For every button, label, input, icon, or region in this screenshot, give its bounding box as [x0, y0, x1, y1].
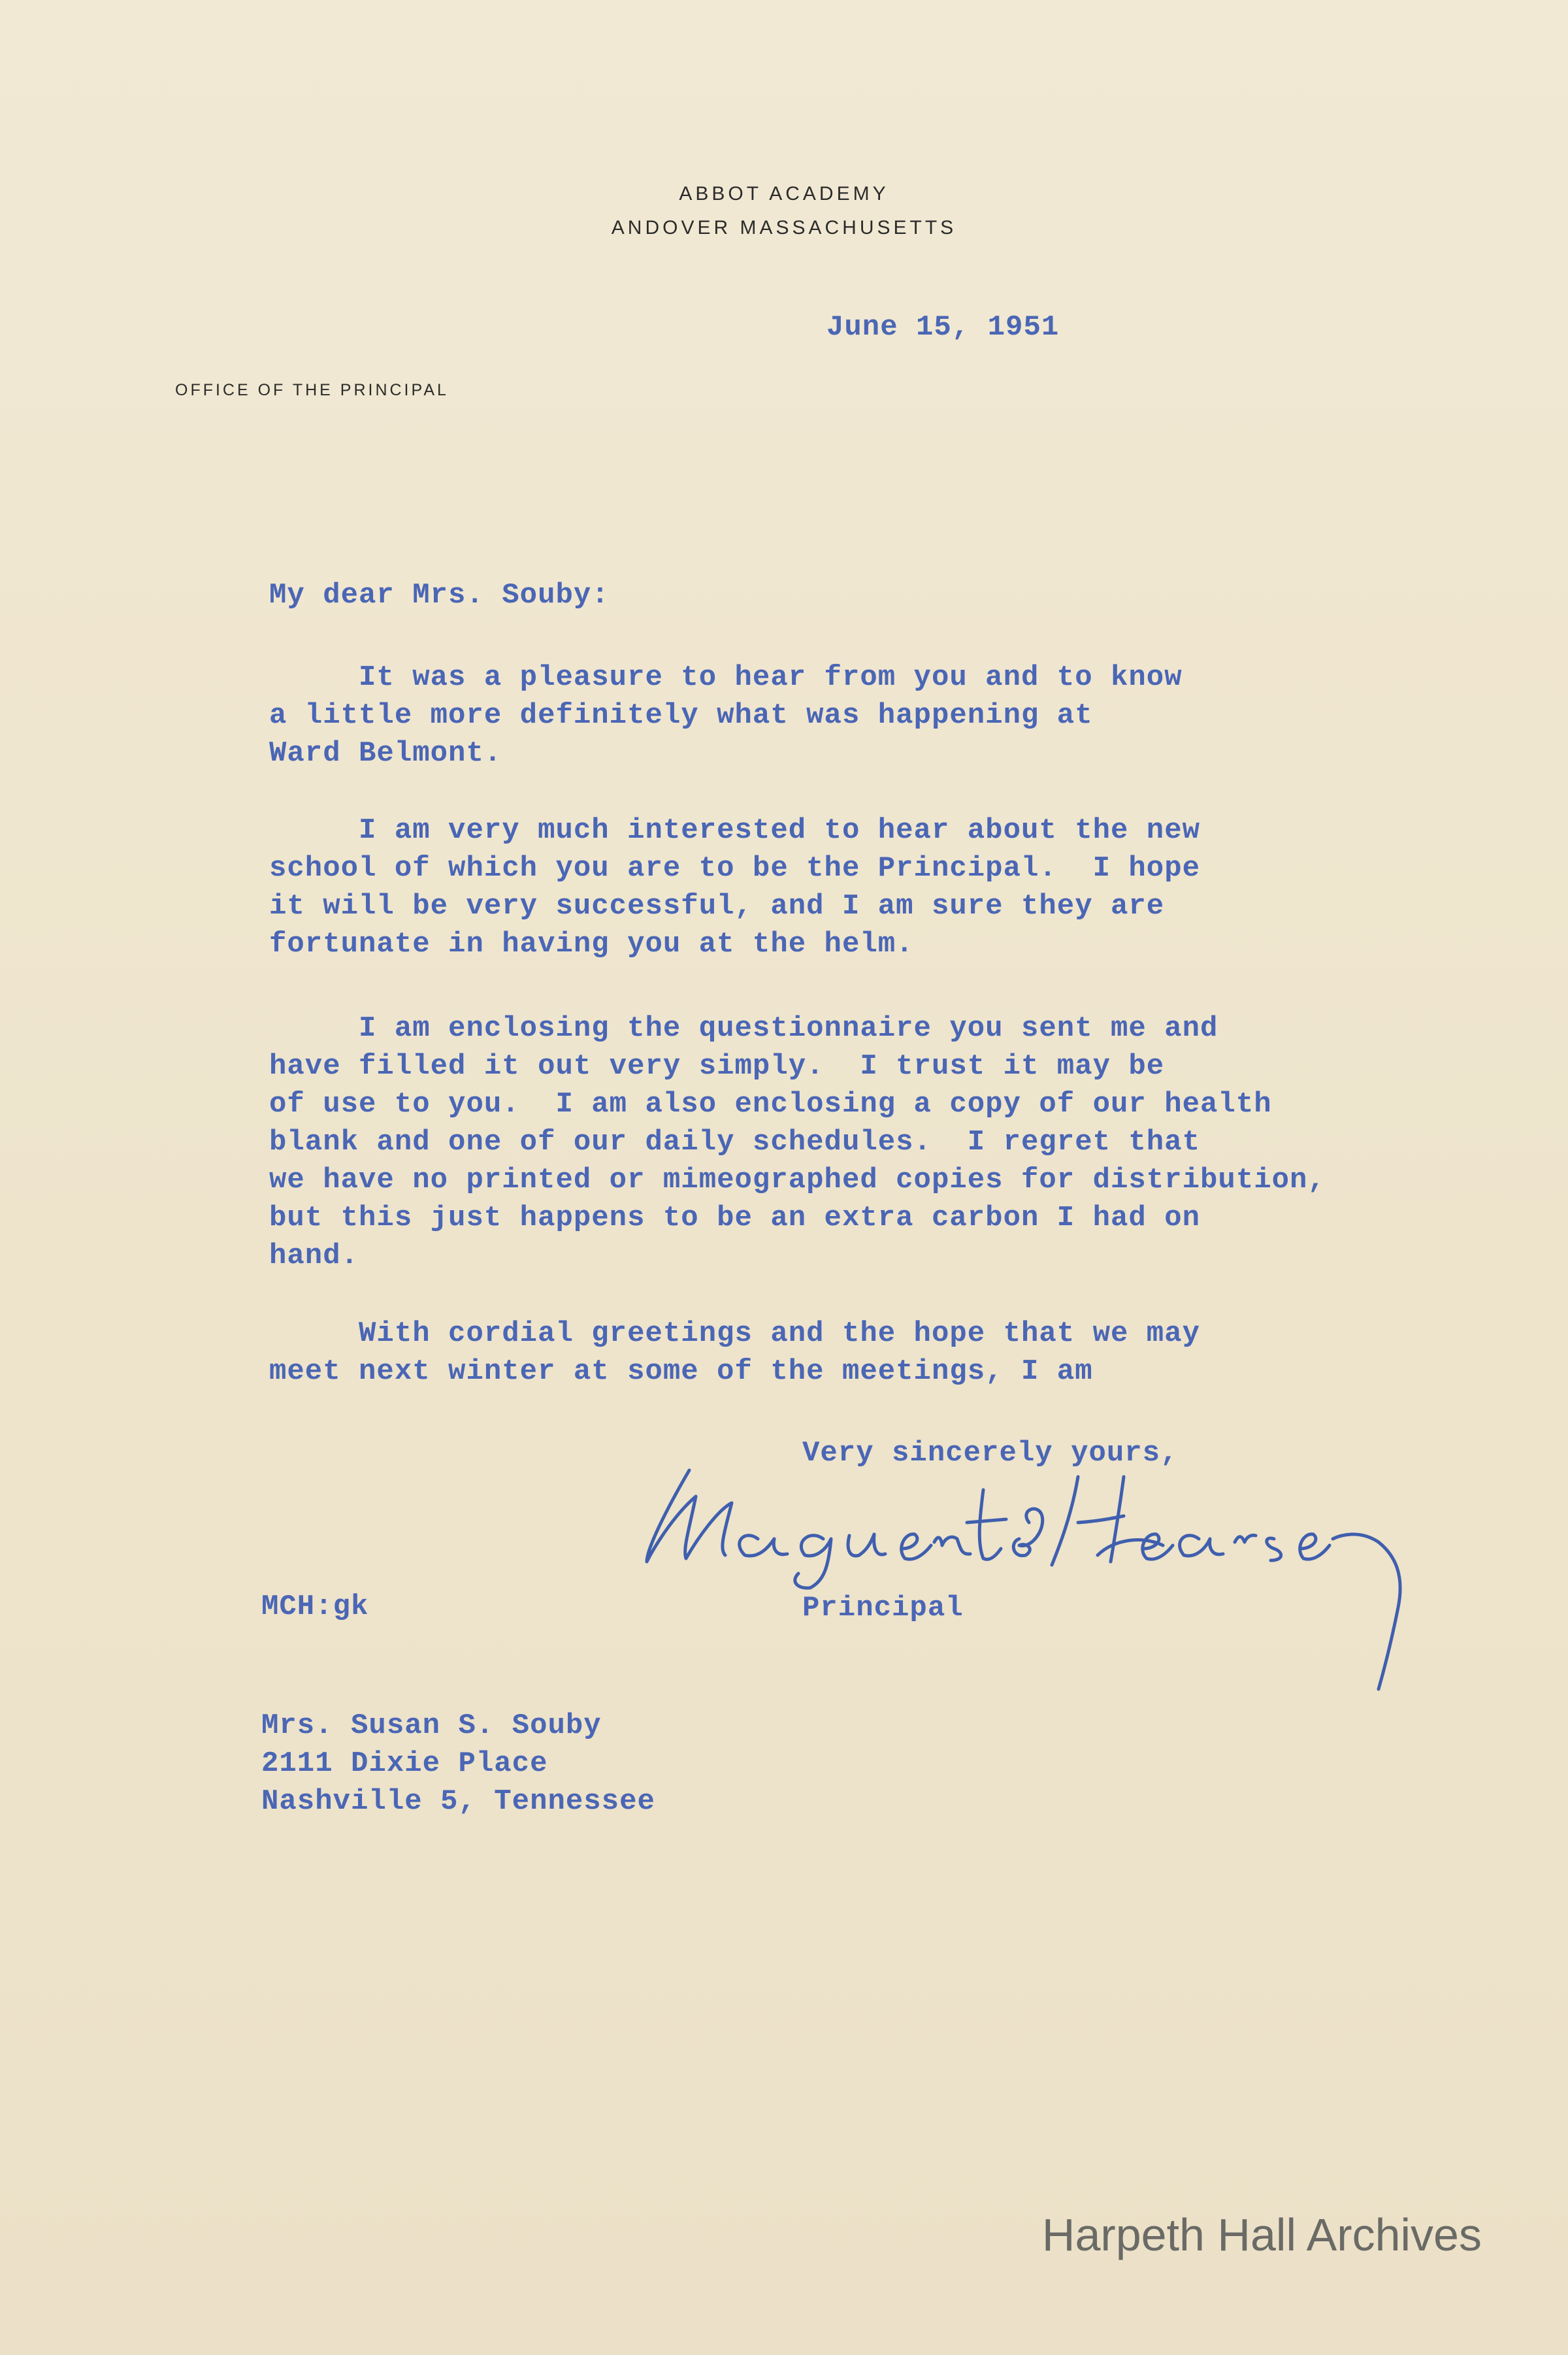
letterhead-location: ANDOVER MASSACHUSETTS — [611, 217, 957, 239]
typist-initials: MCH:gk — [261, 1590, 369, 1623]
address-line: 2111 Dixie Place — [261, 1747, 548, 1780]
body-line: I am enclosing the questionnaire you sent me and — [269, 1012, 1218, 1045]
body-line: Ward Belmont. — [269, 737, 502, 770]
body-line: school of which you are to be the Principal. I hope — [269, 852, 1201, 885]
closing: Very sincerely yours, — [802, 1437, 1179, 1470]
body-line: but this just happens to be an extra carbon I had on — [269, 1202, 1201, 1234]
body-paragraph-3 — [269, 1010, 1326, 1275]
body-line: of use to you. I am also enclosing a copy of our health — [269, 1088, 1272, 1121]
body-paragraph-2 — [269, 812, 1200, 963]
letterhead-office: OFFICE OF THE PRINCIPAL — [175, 381, 449, 399]
letter-date: June 15, 1951 — [826, 311, 1060, 344]
body-paragraph-1 — [269, 659, 1183, 772]
handwritten-signature — [627, 1451, 1555, 1699]
signer-title: Principal — [802, 1592, 964, 1624]
body-line: it will be very successful, and I am sure they are — [269, 890, 1165, 923]
body-line: hand. — [269, 1240, 359, 1272]
body-line: fortunate in having you at the helm. — [269, 928, 914, 961]
body-line: a little more definitely what was happening at — [269, 699, 1093, 732]
salutation: My dear Mrs. Souby: — [269, 579, 610, 612]
recipient-address — [261, 1707, 655, 1820]
body-line: have filled it out very simply. I trust it may be — [269, 1050, 1165, 1083]
address-line: Mrs. Susan S. Souby — [261, 1709, 602, 1742]
body-line: I am very much interested to hear about the new — [269, 814, 1201, 847]
body-line: we have no printed or mimeographed copies for distribution, — [269, 1164, 1326, 1196]
address-line: Nashville 5, Tennessee — [261, 1785, 655, 1818]
body-line: It was a pleasure to hear from you and to know — [269, 661, 1183, 694]
archive-watermark: Harpeth Hall Archives — [1041, 2209, 1482, 2260]
letterhead-school-name: ABBOT ACADEMY — [679, 183, 889, 205]
body-line: With cordial greetings and the hope that we may — [269, 1317, 1201, 1350]
body-line: blank and one of our daily schedules. I regret that — [269, 1126, 1201, 1159]
body-line: meet next winter at some of the meetings, I am — [269, 1355, 1093, 1388]
body-paragraph-4 — [269, 1315, 1200, 1391]
